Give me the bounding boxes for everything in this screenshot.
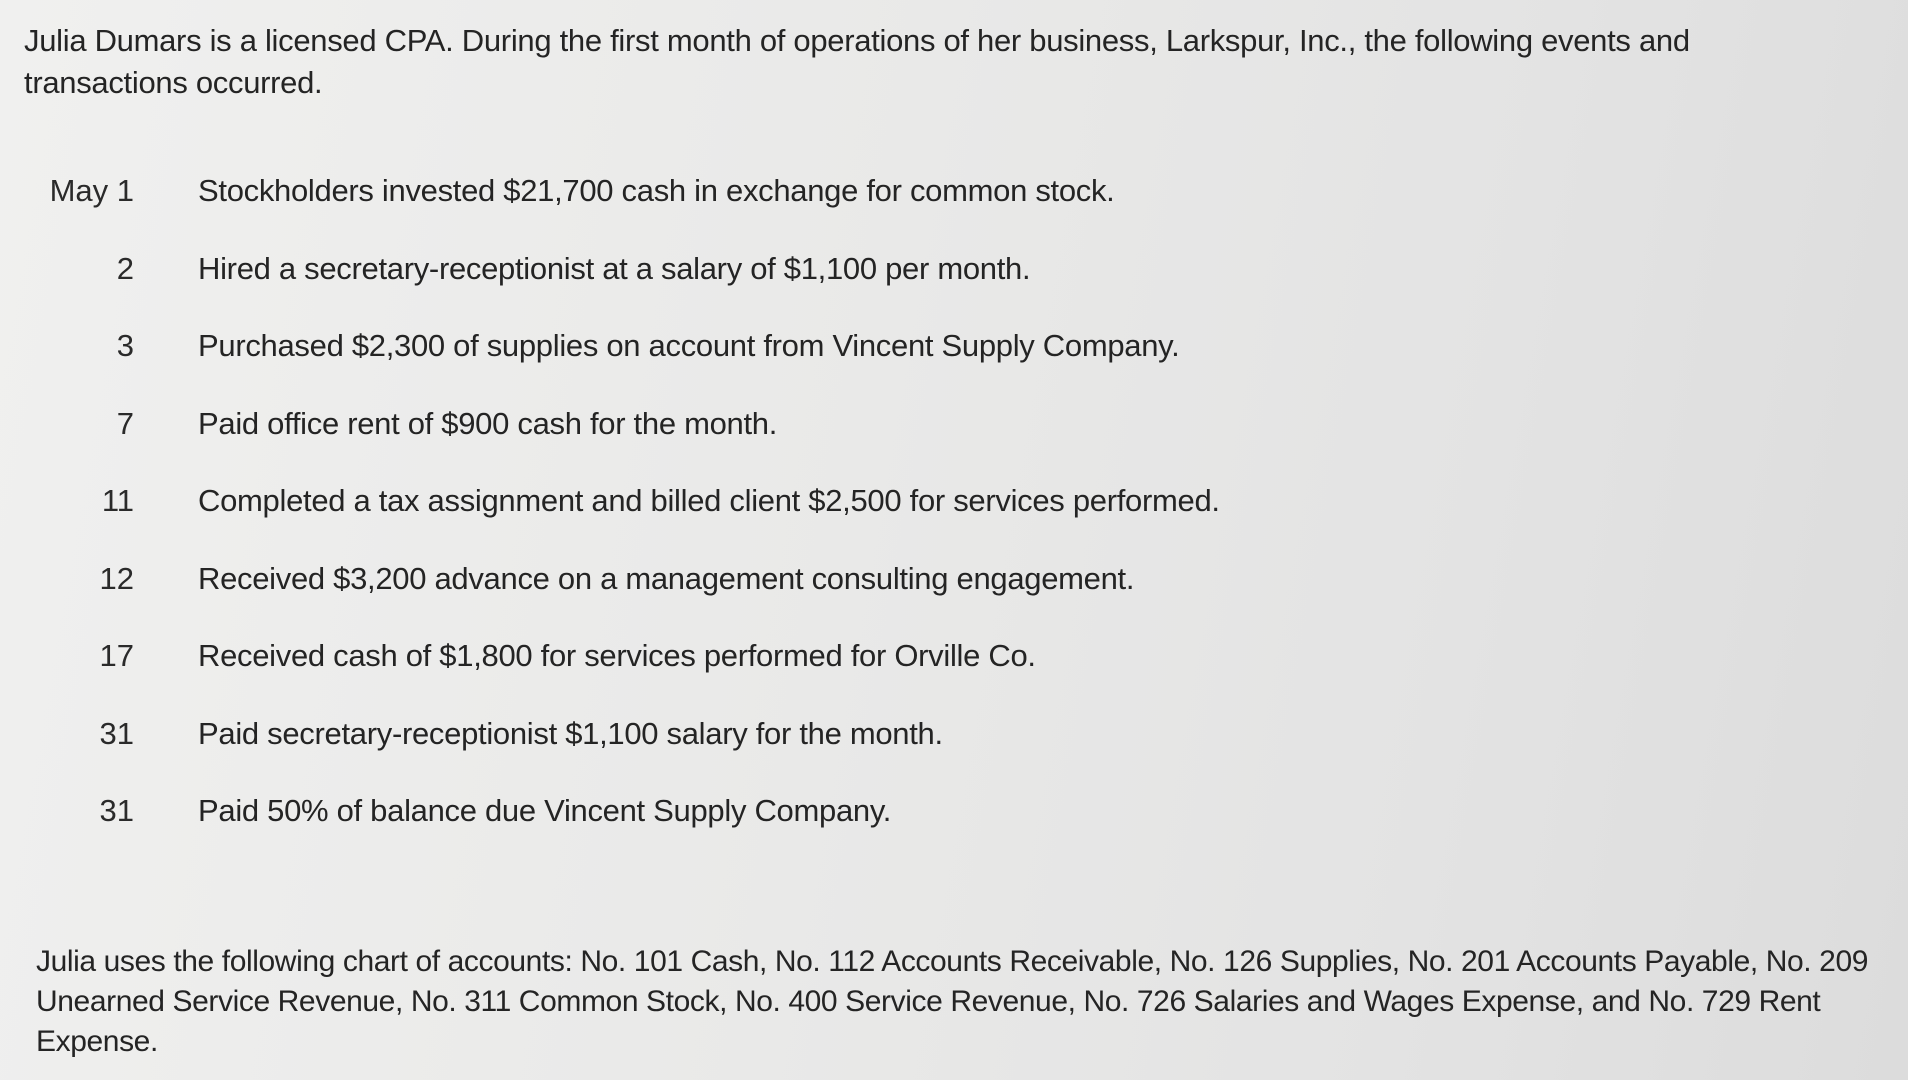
transaction-row — [0, 558, 1700, 636]
transaction-row — [0, 325, 1700, 403]
transaction-description: Received $3,200 advance on a management consulting engagement. — [198, 560, 1135, 596]
chart-of-accounts-paragraph: Julia uses the following chart of accounts: No. 101 Cash, No. 112 Accounts Receivable, No. 126 Supplies, No. 201 Accounts Payable, No. 209 Unearned Service Revenue, No. 311 Common Stock, No. 400 Service Revenue, No. 726 Salaries and Wages Expense, and No. 729 Rent Expense. — [36, 945, 1869, 1058]
transaction-date: 31 — [99, 793, 134, 828]
transaction-date: 2 — [116, 250, 134, 286]
transaction-date: 31 — [99, 715, 134, 751]
transaction-description: Stockholders invested $21,700 cash in exchange for common stock. — [198, 173, 1115, 208]
transaction-description: Purchased $2,300 of supplies on account from Vincent Supply Company. — [198, 328, 1180, 363]
transaction-row — [0, 248, 1700, 326]
transaction-date: 11 — [101, 483, 134, 518]
transaction-date: 12 — [99, 560, 134, 596]
transaction-row — [0, 790, 1700, 868]
transaction-date: 7 — [116, 405, 134, 441]
transaction-description: Paid 50% of balance due Vincent Supply Company. — [198, 793, 892, 828]
transaction-row — [0, 403, 1700, 481]
transaction-description: Received cash of $1,800 for services performed for Orville Co. — [198, 638, 1036, 673]
transaction-description: Hired a secretary-receptionist at a salary of $1,100 per month. — [198, 250, 1031, 286]
transaction-row — [0, 170, 1700, 248]
transaction-date: 3 — [116, 328, 134, 363]
intro-paragraph: Julia Dumars is a licensed CPA. During the first month of operations of her business, Larkspur, Inc., the following events and transactions occurred. — [24, 23, 1690, 100]
transaction-list — [0, 170, 1700, 868]
transaction-row — [0, 480, 1700, 558]
transaction-description: Paid secretary-receptionist $1,100 salary for the month. — [198, 715, 943, 751]
transaction-description: Completed a tax assignment and billed client $2,500 for services performed. — [198, 483, 1220, 518]
transaction-description: Paid office rent of $900 cash for the month. — [198, 405, 778, 441]
transaction-date: 17 — [99, 638, 134, 673]
transaction-row — [0, 713, 1700, 791]
transaction-row — [0, 635, 1700, 713]
transaction-date: May 1 — [49, 173, 134, 208]
